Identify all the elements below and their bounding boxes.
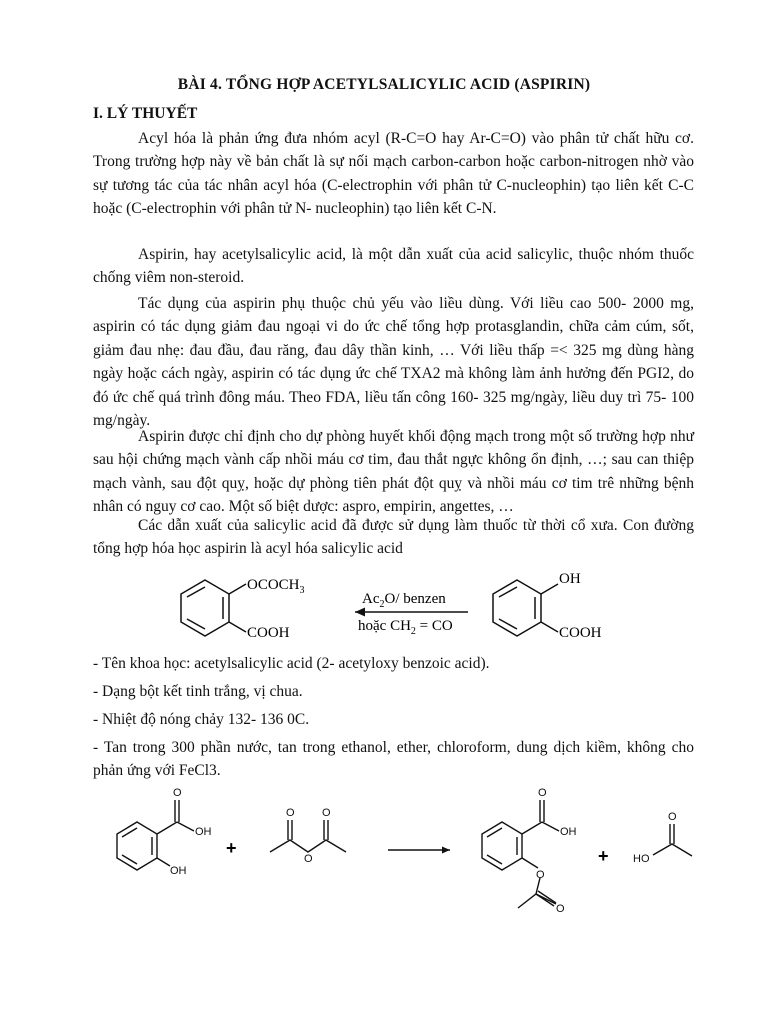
- acetic-acid-skeletal: [653, 824, 692, 856]
- property-solubility: - Tan trong 300 phần nước, tan trong ethanol, ether, chloroform, dung dịch kiềm, không cho phản ứng với FeCl3.: [93, 739, 694, 780]
- paragraph-indications: Aspirin được chỉ định cho dự phòng huyết khối động mạch trong một số trường hợp như sau hội chứng mạch vành cấp nhồi máu cơ tim, đau thắt ngực không ổn định, …; sau can thiệp mạch vành, sau đột quỵ, hoặc dự phòng tiên phát đột quỵ và nhồi máu cơ tim trê những bệnh nhân có nguy cơ cao. Một số biệt dược: aspro, empirin, angettes, …: [93, 428, 694, 516]
- property-melting-point: - Nhiệt độ nóng chảy 132- 136 0C.: [93, 711, 310, 728]
- acetic-acid-o: O: [668, 811, 677, 823]
- plus-sign-1: +: [226, 838, 237, 858]
- synthesis-scheme: [150, 560, 620, 650]
- aspirin-carbonyl-o: O: [538, 787, 547, 799]
- aspirin-structure: [181, 580, 246, 636]
- paragraph-dosage: Tác dụng của aspirin phụ thuộc chủ yếu vào liều dùng. Với liều cao 500- 2000 mg, aspirin có tác dụng giảm đau ngoại vi do ức chế tổng hợp protasglandin, chữa cảm cúm, sốt, giảm đau nhẹ: đau đầu, đau răng, đau dây thần kinh, … Với liều thấp =< 325 mg dùng hàng ngày hoặc cách ngày, aspirin có tác dụng ức chế TXA2 mà không làm ảnh hưởng đến PGI2, do đó ức chế quá trình đông máu. Theo FDA, liều tấn công 160- 325 mg/ngày, liều duy trì 75- 100 mg/ngày.: [93, 295, 694, 430]
- aspirin-ester-carbonyl-o: O: [556, 903, 565, 915]
- anhydride-o-left: O: [286, 807, 295, 819]
- aspirin-skeletal: [482, 800, 559, 908]
- acetylation-reaction-scheme: [90, 782, 710, 922]
- salicylic-acid-skeletal: [117, 800, 194, 870]
- document-title: BÀI 4. TỔNG HỢP ACETYLSALICYLIC ACID (ASPIRIN): [177, 76, 591, 93]
- sa-acid-oh: OH: [195, 826, 212, 838]
- salicylic-acid-structure: [493, 580, 558, 636]
- acetic-acid-ho: HO: [633, 853, 650, 865]
- reaction-arrow: [355, 608, 468, 617]
- sa-phenol-oh: OH: [170, 865, 187, 877]
- salicylic-acid-label: COOH: [559, 625, 602, 641]
- anhydride-o-bridge: O: [304, 853, 313, 865]
- acetic-anhydride-skeletal: [270, 820, 346, 852]
- aspirin-ester-label: $OCOCH_3$: [247, 577, 305, 596]
- sa-carbonyl-o: O: [173, 787, 182, 799]
- aspirin-ester-o: O: [536, 869, 545, 881]
- paragraph-aspirin-definition: Aspirin, hay acetylsalicylic acid, là một dẫn xuất của acid salicylic, thuộc nhóm thuốc chống viêm non-steroid.: [93, 246, 694, 287]
- reagent-label-top: $Ac_2O/$ benzen: [362, 591, 446, 610]
- property-appearance: - Dạng bột kết tinh trắng, vị chua.: [93, 683, 303, 700]
- salicylic-hydroxyl-label: OH: [559, 571, 581, 587]
- aspirin-acid-label: COOH: [247, 625, 290, 641]
- anhydride-o-right: O: [322, 807, 331, 819]
- reagent-label-bottom: hoặc $CH_2$ = CO: [358, 618, 453, 637]
- aspirin-acid-oh: OH: [560, 826, 577, 838]
- paragraph-acylation: Acyl hóa là phản ứng đưa nhóm acyl (R-C=O hay Ar-C=O) vào phân tử chất hữu cơ. Trong trường hợp này về bản chất là sự nối mạch carbon-carbon hoặc carbon-nitrogen nhờ vào sự tương tác của tác nhân acyl hóa (C-electrophin với phân tử C-nucleophin) tạo liên kết C-C hoặc (C-electrophin với phân tử N- nucleophin) tạo liên kết C-N.: [93, 130, 694, 218]
- property-name: - Tên khoa học: acetylsalicylic acid (2- acetyloxy benzoic acid).: [93, 655, 490, 672]
- paragraph-synthesis-route: Các dẫn xuất của salicylic acid đã được sử dụng làm thuốc từ thời cổ xưa. Con đường tổng hợp hóa học aspirin là acyl hóa salicylic acid: [93, 517, 694, 558]
- section-heading: I. LÝ THUYẾT: [93, 105, 198, 122]
- plus-sign-2: +: [598, 846, 609, 866]
